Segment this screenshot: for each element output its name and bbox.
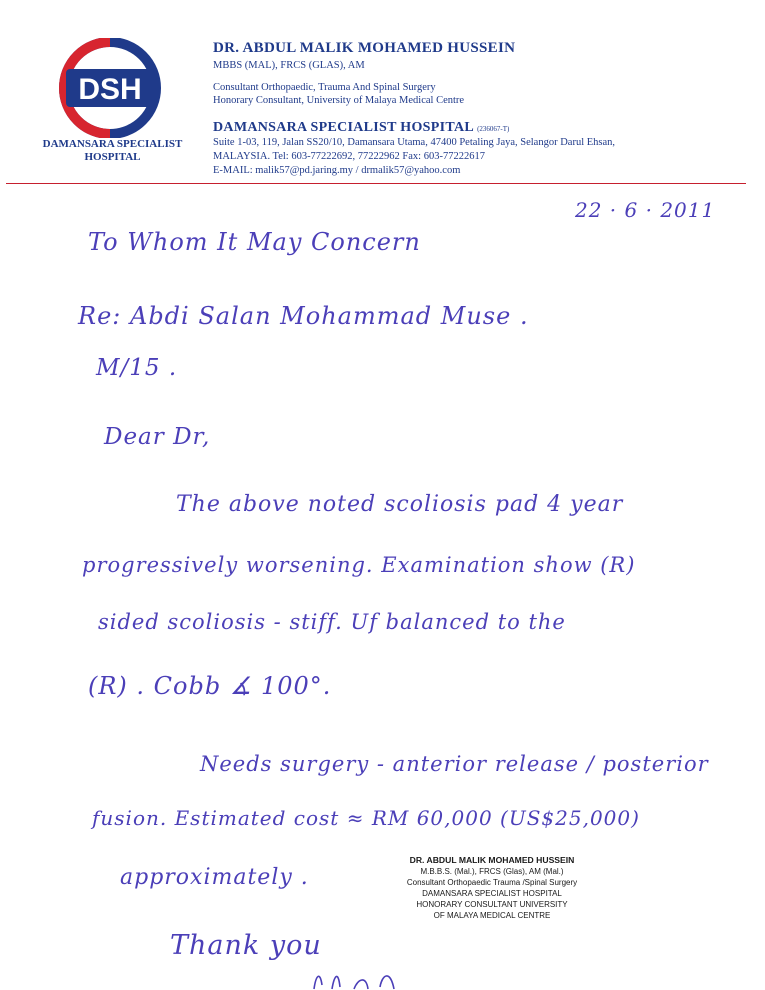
address-line-2: MALAYSIA. Tel: 603-77222692, 77222962 Fax: 603-77222617 [213, 151, 485, 162]
logo-caption-line-1: DAMANSARA SPECIALIST [42, 138, 183, 150]
title-line-2: Honorary Consultant, University of Malaya Medical Centre [213, 95, 465, 106]
header-divider [6, 183, 746, 184]
letter-body-line-6: fusion. Estimated cost ≈ RM 60,000 (US$25,000) [92, 806, 640, 830]
letter-body-line-7: approximately . [120, 865, 309, 890]
address-line-1: Suite 1-03, 119, Jalan SS20/10, Damansara Utama, 47400 Petaling Jaya, Selangor Darul Ehsan, [213, 137, 616, 148]
signature [310, 965, 430, 990]
hospital-name: DAMANSARA SPECIALIST HOSPITAL [213, 120, 474, 135]
dsh-logo [50, 38, 170, 138]
letter-date: 22 · 6 · 2011 [575, 198, 716, 222]
hospital-name-row [213, 120, 509, 136]
stamp-line-2: M.B.B.S. (Mal.), FRCS (Glas), AM (Mal.) [420, 867, 564, 876]
email-line: E-MAIL: malik57@pd.jaring.my / drmalik57@yahoo.com [213, 165, 461, 176]
letter-salutation: Dear Dr, [104, 424, 211, 450]
letter-re-line: Re: Abdi Salan Mohammad Muse . [78, 302, 529, 330]
stamp-line-4: DAMANSARA SPECIALIST HOSPITAL [422, 889, 562, 898]
doctor-stamp [392, 855, 592, 921]
letter-addressee: To Whom It May Concern [88, 228, 421, 256]
letter-patient-info: M/15 . [96, 355, 178, 381]
title-line-1: Consultant Orthopaedic, Trauma And Spinal Surgery [213, 82, 436, 93]
hospital-reg: (236067-T) [477, 125, 510, 133]
logo-caption [30, 138, 195, 164]
letter-body-line-5: Needs surgery - anterior release / posterior [200, 752, 709, 776]
stamp-line-1: DR. ABDUL MALIK MOHAMED HUSSEIN [409, 855, 575, 865]
letter-closing: Thank you [170, 930, 322, 961]
letter-body-line-1: The above noted scoliosis pad 4 year [176, 492, 624, 517]
stamp-line-6: OF MALAYA MEDICAL CENTRE [433, 911, 551, 920]
letter-body-line-3: sided scoliosis - stiff. Uf balanced to the [98, 610, 566, 634]
stamp-line-5: HONORARY CONSULTANT UNIVERSITY [416, 900, 568, 909]
logo-caption-line-2: HOSPITAL [84, 151, 141, 163]
stamp-line-3: Consultant Orthopaedic Trauma /Spinal Surgery [406, 878, 578, 887]
letter-body-line-4: (R) . Cobb ∡ 100°. [88, 672, 332, 700]
qualifications: MBBS (MAL), FRCS (GLAS), AM [213, 60, 365, 71]
doctor-name: DR. ABDUL MALIK MOHAMED HUSSEIN [213, 40, 516, 56]
logo-text: DSH [78, 73, 142, 106]
letter-body-line-2: progressively worsening. Examination show (R) [82, 553, 636, 577]
